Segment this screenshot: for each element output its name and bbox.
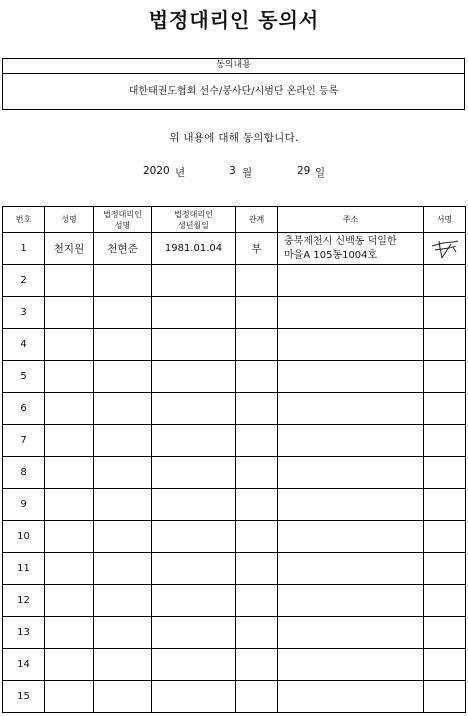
row-relation	[236, 457, 278, 489]
row-address	[278, 681, 424, 713]
row-address-line2: 마을A 105동1004호	[284, 249, 378, 261]
row-no: 1	[3, 233, 45, 265]
handwritten-signature-icon	[429, 238, 461, 260]
row-relation	[236, 649, 278, 681]
table-row	[3, 681, 466, 713]
row-relation	[236, 489, 278, 521]
row-guardian-birth	[152, 297, 236, 329]
consent-header: 동의내용	[3, 59, 464, 74]
row-guardian-birth	[152, 489, 236, 521]
row-relation	[236, 393, 278, 425]
date-year-unit: 년	[175, 167, 186, 179]
header-name: 성명	[45, 207, 94, 233]
row-guardian-name	[94, 585, 152, 617]
table-row	[3, 361, 466, 393]
row-guardian-name	[94, 617, 152, 649]
row-no: 7	[3, 425, 45, 457]
row-signature	[424, 553, 466, 585]
row-name	[45, 617, 94, 649]
row-signature	[424, 617, 466, 649]
row-guardian-name	[94, 393, 152, 425]
row-address	[278, 265, 424, 297]
row-guardian-birth	[152, 553, 236, 585]
header-guardian-name-line2: 성명	[114, 220, 131, 230]
row-guardian-name	[94, 649, 152, 681]
row-guardian-name	[94, 457, 152, 489]
row-address	[278, 297, 424, 329]
row-relation	[236, 585, 278, 617]
date-day-unit: 일	[315, 167, 326, 179]
row-address	[278, 329, 424, 361]
row-guardian-birth	[152, 361, 236, 393]
row-relation	[236, 617, 278, 649]
row-relation	[236, 553, 278, 585]
row-no: 12	[3, 585, 45, 617]
table-row	[3, 521, 466, 553]
date-month: 3	[229, 165, 236, 177]
row-signature	[424, 393, 466, 425]
row-no: 10	[3, 521, 45, 553]
guardian-table	[2, 206, 466, 713]
row-guardian-birth	[152, 521, 236, 553]
row-guardian-name	[94, 361, 152, 393]
row-name	[45, 553, 94, 585]
header-guardian-birth	[152, 207, 236, 233]
header-guardian-birth-line1: 법정대리인	[174, 209, 213, 219]
header-guardian-birth-line2: 생년월일	[178, 220, 209, 230]
table-body	[3, 233, 466, 713]
row-no: 8	[3, 457, 45, 489]
row-signature	[424, 489, 466, 521]
row-name	[45, 425, 94, 457]
row-signature	[424, 425, 466, 457]
row-signature	[424, 265, 466, 297]
row-name	[45, 361, 94, 393]
row-guardian-name: 천현준	[94, 233, 152, 265]
row-signature	[424, 649, 466, 681]
row-no: 6	[3, 393, 45, 425]
header-guardian-name-line1: 법정대리인	[103, 209, 142, 219]
document-title: 법정대리인 동의서	[148, 8, 320, 32]
row-name	[45, 297, 94, 329]
row-address-line1: 충북제천시 신백동 덕일한	[284, 235, 397, 247]
row-relation	[236, 425, 278, 457]
table-row	[3, 617, 466, 649]
table-row	[3, 425, 466, 457]
row-guardian-birth: 1981.01.04	[152, 233, 236, 265]
row-signature	[424, 681, 466, 713]
row-name	[45, 585, 94, 617]
row-name	[45, 329, 94, 361]
row-no: 9	[3, 489, 45, 521]
table-row	[3, 233, 466, 265]
row-address	[278, 457, 424, 489]
row-address	[278, 617, 424, 649]
row-signature	[424, 329, 466, 361]
date-day: 29	[297, 165, 311, 177]
table-row	[3, 489, 466, 521]
header-signature: 서명	[424, 207, 466, 233]
row-guardian-birth	[152, 265, 236, 297]
row-address	[278, 649, 424, 681]
header-address: 주소	[278, 207, 424, 233]
date-year: 2020	[143, 165, 170, 177]
table-row	[3, 393, 466, 425]
row-no: 3	[3, 297, 45, 329]
row-signature	[424, 233, 466, 265]
table-header-row	[3, 207, 466, 233]
row-relation	[236, 329, 278, 361]
consent-content: 대한태권도협회 선수/봉사단/시범단 온라인 등록	[128, 86, 339, 97]
agreement-statement: 위 내용에 대해 동의합니다.	[169, 132, 299, 144]
row-name	[45, 681, 94, 713]
row-name	[45, 265, 94, 297]
row-address	[278, 425, 424, 457]
row-address	[278, 521, 424, 553]
row-signature	[424, 297, 466, 329]
row-relation	[236, 521, 278, 553]
row-relation	[236, 265, 278, 297]
row-no: 13	[3, 617, 45, 649]
row-relation: 부	[236, 233, 278, 265]
header-no: 번호	[3, 207, 45, 233]
table-row	[3, 649, 466, 681]
row-no: 11	[3, 553, 45, 585]
row-guardian-birth	[152, 681, 236, 713]
row-guardian-birth	[152, 617, 236, 649]
table-row	[3, 265, 466, 297]
table-row	[3, 457, 466, 489]
header-guardian-name	[94, 207, 152, 233]
row-signature	[424, 521, 466, 553]
header-relation: 관계	[236, 207, 278, 233]
row-guardian-name	[94, 553, 152, 585]
row-guardian-name	[94, 265, 152, 297]
row-guardian-name	[94, 329, 152, 361]
row-no: 4	[3, 329, 45, 361]
row-signature	[424, 457, 466, 489]
row-signature	[424, 585, 466, 617]
row-address	[278, 393, 424, 425]
row-guardian-name	[94, 521, 152, 553]
table-row	[3, 553, 466, 585]
row-relation	[236, 297, 278, 329]
row-name	[45, 521, 94, 553]
row-name	[45, 457, 94, 489]
row-guardian-name	[94, 489, 152, 521]
row-no: 2	[3, 265, 45, 297]
row-guardian-name	[94, 425, 152, 457]
row-guardian-name	[94, 681, 152, 713]
row-guardian-birth	[152, 649, 236, 681]
row-guardian-birth	[152, 393, 236, 425]
row-name	[45, 393, 94, 425]
row-guardian-birth	[152, 329, 236, 361]
row-address	[278, 233, 424, 265]
row-name: 천지원	[45, 233, 94, 265]
row-guardian-birth	[152, 425, 236, 457]
row-address	[278, 489, 424, 521]
row-guardian-birth	[152, 457, 236, 489]
row-name	[45, 489, 94, 521]
row-name	[45, 649, 94, 681]
row-no: 14	[3, 649, 45, 681]
table-row	[3, 585, 466, 617]
row-relation	[236, 681, 278, 713]
row-address	[278, 361, 424, 393]
row-address	[278, 553, 424, 585]
row-signature	[424, 361, 466, 393]
table-row	[3, 297, 466, 329]
row-no: 5	[3, 361, 45, 393]
row-guardian-name	[94, 297, 152, 329]
row-address	[278, 585, 424, 617]
date-month-unit: 월	[242, 167, 253, 179]
consent-content-box	[2, 58, 465, 110]
row-no: 15	[3, 681, 45, 713]
row-relation	[236, 361, 278, 393]
row-guardian-birth	[152, 585, 236, 617]
table-row	[3, 329, 466, 361]
